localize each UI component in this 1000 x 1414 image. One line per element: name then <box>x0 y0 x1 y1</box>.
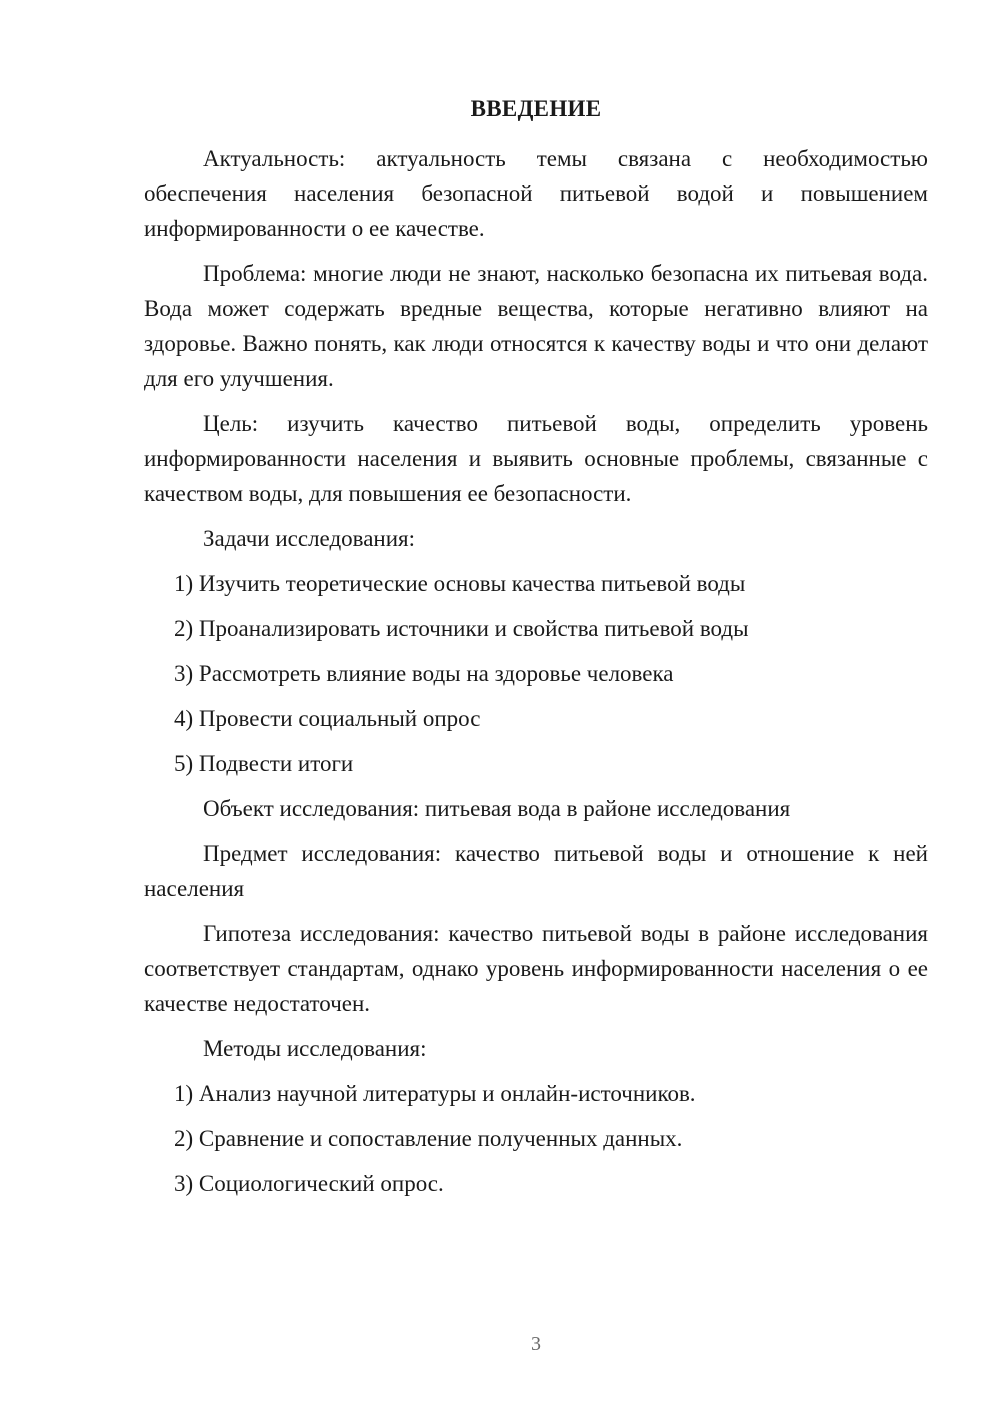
list-item: 5) Подвести итоги <box>174 751 354 776</box>
page-number: 3 <box>531 1333 541 1355</box>
hypothesis-paragraph: Гипотеза исследования: качество питьевой воды в районе исследования соответствует стандартам, однако уровень информированности населения о ее качестве недостаточен. <box>144 921 928 1016</box>
list-item: 3) Социологический опрос. <box>174 1171 444 1196</box>
goal-paragraph: Цель: изучить качество питьевой воды, определить уровень информированности населения и выявить основные проблемы, связанные с качеством воды, для повышения ее безопасности. <box>144 411 928 506</box>
document-body <box>144 141 928 1211</box>
tasks-list <box>144 566 928 781</box>
problem-paragraph: Проблема: многие люди не знают, насколько безопасна их питьевая вода. Вода может содержать вредные вещества, которые негативно влияют на здоровье. Важно понять, как люди относятся к качеству воды и что они делают для его улучшения. <box>144 261 928 391</box>
object-paragraph: Объект исследования: питьевая вода в районе исследования <box>203 796 791 821</box>
list-item: 3) Рассмотреть влияние воды на здоровье человека <box>174 661 674 686</box>
methods-list <box>144 1076 928 1201</box>
relevance-paragraph: Актуальность: актуальность темы связана с необходимостью обеспечения населения безопасной питьевой водой и повышением информированности о ее качестве. <box>144 146 928 241</box>
list-item: 4) Провести социальный опрос <box>174 706 481 731</box>
list-item: 1) Анализ научной литературы и онлайн-источников. <box>174 1081 696 1106</box>
tasks-heading: Задачи исследования: <box>203 526 416 551</box>
list-item: 1) Изучить теоретические основы качества питьевой воды <box>174 571 746 596</box>
subject-paragraph: Предмет исследования: качество питьевой воды и отношение к ней населения <box>144 841 928 901</box>
methods-heading: Методы исследования: <box>203 1036 427 1061</box>
list-item: 2) Сравнение и сопоставление полученных данных. <box>174 1126 683 1151</box>
page-title: ВВЕДЕНИЕ <box>470 96 602 121</box>
list-item: 2) Проанализировать источники и свойства питьевой воды <box>174 616 749 641</box>
